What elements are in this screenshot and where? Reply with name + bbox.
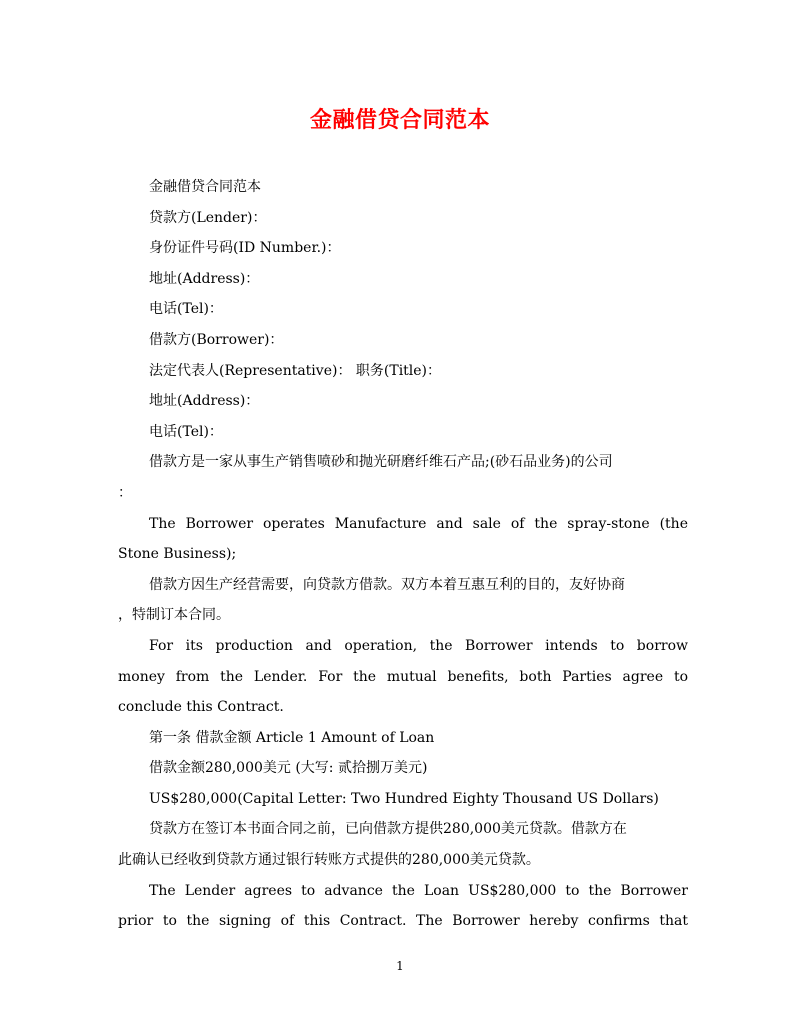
paragraph-line: Stone Business);	[118, 546, 237, 563]
representative-field-label: 法定代表人(Representative)： 职务(Title)：	[149, 362, 442, 379]
paragraph-line: The Lender agrees to advance the Loan US$280,000 to the Borrower	[149, 882, 688, 899]
paragraph-line: 金融借贷合同范本	[149, 179, 261, 195]
paragraph-line: 借款方因生产经营需要，向贷款方借款。双方本着互惠互利的目的，友好协商	[149, 576, 625, 593]
document-body	[118, 172, 688, 937]
borrower-address-field-label: 地址(Address)：	[149, 393, 260, 410]
paragraph-line: prior to the signing of this Contract. The Borrower hereby confirms that	[118, 913, 688, 930]
paragraph-line: ：	[118, 484, 132, 501]
paragraph-line: 贷款方在签订本书面合同之前，已向借款方提供280,000美元贷款。借款方在	[149, 821, 627, 838]
lender-address-field-label: 地址(Address)：	[149, 270, 260, 287]
paragraph-line: US$280,000(Capital Letter: Two Hundred Eighty Thousand US Dollars)	[149, 790, 659, 807]
paragraph-line: ，特制订本合同。	[118, 607, 230, 624]
paragraph-line: For its production and operation, the Borrower intends to borrow	[149, 637, 688, 654]
paragraph-line: 此确认已经收到贷款方通过银行转账方式提供的280,000美元贷款。	[118, 852, 540, 869]
paragraph-line: conclude this Contract.	[118, 699, 284, 716]
document-title: 金融借贷合同范本	[309, 107, 490, 133]
lender-tel-field-label: 电话(Tel)：	[149, 301, 223, 318]
lender-field-label: 贷款方(Lender)：	[149, 209, 267, 226]
paragraph-line: The Borrower operates Manufacture and sale of the spray-stone (the	[149, 515, 688, 532]
borrower-tel-field-label: 电话(Tel)：	[149, 423, 223, 440]
paragraph-line: 借款金额280,000美元 (大写: 贰拾捌万美元)	[149, 760, 428, 777]
article-heading: 第一条 借款金额 Article 1 Amount of Loan	[149, 729, 435, 746]
paragraph-line: 借款方是一家从事生产销售喷砂和抛光研磨纤维石产品;(砂石品业务)的公司	[149, 454, 613, 471]
borrower-field-label: 借款方(Borrower)：	[149, 331, 284, 348]
page-number: 1	[396, 959, 404, 973]
paragraph-line: money from the Lender. For the mutual benefits, both Parties agree to	[118, 668, 688, 685]
id-number-field-label: 身份证件号码(ID Number.)：	[149, 240, 341, 257]
